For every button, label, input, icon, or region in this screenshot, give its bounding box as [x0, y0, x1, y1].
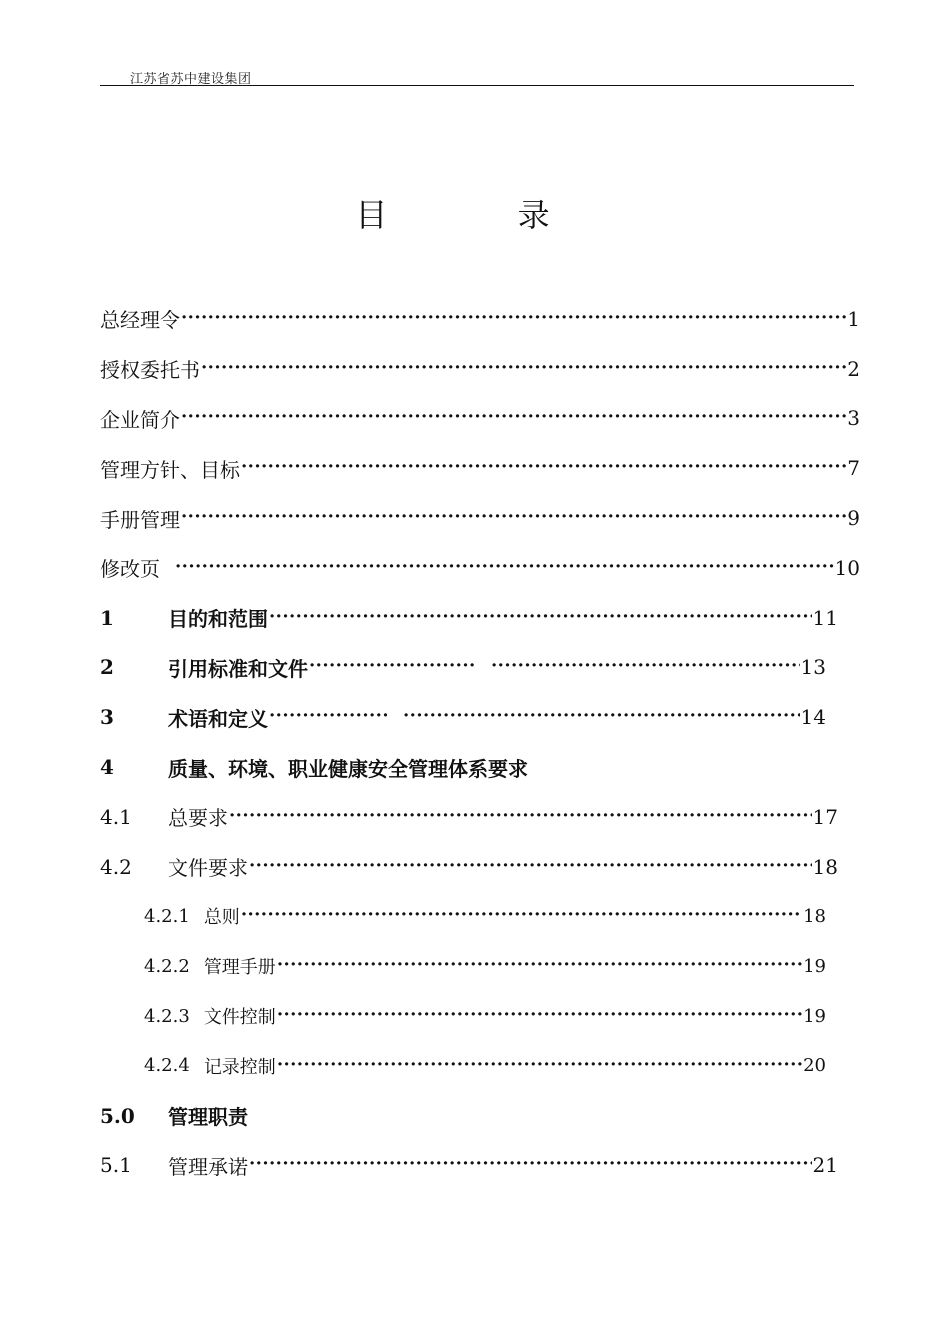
toc-entry-page: 13	[800, 655, 826, 680]
toc-entry-label: 管理方针、目标	[100, 457, 240, 482]
toc-entry-number: 5.1	[100, 1153, 132, 1178]
toc-entry-page: 7	[847, 456, 860, 481]
toc-entry-number: 4.2.1	[144, 905, 190, 927]
toc-entry-number: 4.2.2	[144, 955, 190, 977]
toc-leader-dots	[181, 408, 846, 428]
toc-entry[interactable]	[100, 1091, 860, 1141]
toc-entry-label: 修改页	[100, 557, 160, 582]
toc-entry-label: 手册管理	[100, 507, 180, 532]
toc-entry[interactable]	[100, 344, 860, 394]
toc-leader-dots	[241, 906, 802, 926]
toc-entry-label: 总则	[203, 907, 240, 929]
toc-leader-dots	[277, 956, 802, 976]
toc-entry-label: 管理职责	[168, 1105, 248, 1130]
toc-entry-page: 18	[812, 854, 838, 879]
toc-entry-label: 总要求	[168, 806, 228, 831]
toc-entry[interactable]	[100, 443, 860, 493]
toc-entry[interactable]	[100, 792, 860, 842]
toc-entry-number: 5.0	[100, 1103, 135, 1128]
toc-entry-number: 4.1	[100, 804, 132, 829]
toc-leader-dots	[181, 309, 846, 329]
toc-entry[interactable]	[100, 394, 860, 444]
toc-entry-number: 1	[100, 605, 114, 630]
toc-leader-dots	[175, 558, 834, 578]
toc-entry[interactable]	[100, 543, 860, 593]
toc-entry[interactable]	[100, 1041, 860, 1091]
toc-entry-label: 授权委托书	[100, 358, 200, 383]
toc-leader-dots	[403, 707, 800, 727]
toc-entry-number: 4.2	[100, 854, 132, 879]
toc-entry-label: 质量、环境、职业健康安全管理体系要求	[168, 756, 528, 781]
toc-leader-dots	[229, 807, 812, 827]
toc-entry-page: 18	[803, 905, 826, 927]
toc-leader-dots	[277, 1006, 802, 1026]
toc-entry-page: 2	[847, 356, 860, 381]
toc-entry[interactable]	[100, 294, 860, 344]
toc-leader-dots	[249, 857, 812, 877]
toc-entry[interactable]	[100, 941, 860, 991]
toc-leader-dots	[181, 508, 846, 528]
toc-leader-dots	[269, 608, 812, 628]
toc-entry-page: 21	[812, 1153, 838, 1178]
toc-leader-dots	[269, 707, 387, 727]
header-divider	[100, 85, 854, 86]
toc-entry-number: 4.2.4	[144, 1055, 190, 1077]
toc-entry-page: 19	[803, 955, 826, 977]
header-company-name: 江苏省苏中建设集团	[130, 72, 252, 87]
toc-entry-page: 10	[834, 555, 860, 580]
toc-entry-label: 企业简介	[100, 407, 180, 432]
toc-entry-page: 20	[803, 1055, 826, 1077]
toc-entry[interactable]	[100, 742, 860, 792]
toc-entry-number: 4	[100, 755, 114, 780]
toc-entry-number: 4.2.3	[144, 1005, 190, 1027]
toc-entry-page: 1	[847, 306, 860, 331]
toc-entry[interactable]	[100, 493, 860, 543]
toc-entry[interactable]	[100, 892, 860, 942]
toc-entry-page: 17	[812, 804, 838, 829]
toc-entry[interactable]	[100, 842, 860, 892]
toc-leader-dots	[309, 657, 475, 677]
toc-entry[interactable]	[100, 692, 860, 742]
toc-entry[interactable]	[100, 991, 860, 1041]
toc-entry-label: 管理承诺	[168, 1154, 248, 1179]
toc-entry-label: 文件控制	[203, 1007, 276, 1029]
toc-entry[interactable]	[100, 1141, 860, 1191]
toc-entry-page: 14	[800, 705, 826, 730]
toc-leader-dots	[241, 458, 846, 478]
toc-entry-page: 9	[847, 506, 860, 531]
toc-entry-label: 文件要求	[168, 856, 248, 881]
table-of-contents	[100, 294, 860, 1190]
toc-leader-dots	[201, 359, 846, 379]
toc-entry-label: 引用标准和文件	[168, 656, 308, 681]
toc-entry-label: 术语和定义	[168, 706, 268, 731]
toc-entry-page: 19	[803, 1005, 826, 1027]
toc-entry-page: 3	[847, 406, 860, 431]
toc-entry-page: 11	[812, 605, 838, 630]
toc-leader-dots	[491, 657, 800, 677]
toc-leader-dots	[249, 1155, 812, 1175]
toc-entry-label: 目的和范围	[168, 607, 268, 632]
toc-entry-label: 管理手册	[203, 957, 276, 979]
toc-entry-number: 2	[100, 655, 114, 680]
toc-entry-label: 总经理令	[100, 308, 180, 333]
toc-leader-dots	[277, 1056, 802, 1076]
toc-entry-number: 3	[100, 705, 114, 730]
toc-entry-label: 记录控制	[203, 1056, 276, 1078]
toc-entry[interactable]	[100, 643, 860, 693]
toc-entry[interactable]	[100, 593, 860, 643]
page-title: 目 录	[355, 196, 610, 234]
